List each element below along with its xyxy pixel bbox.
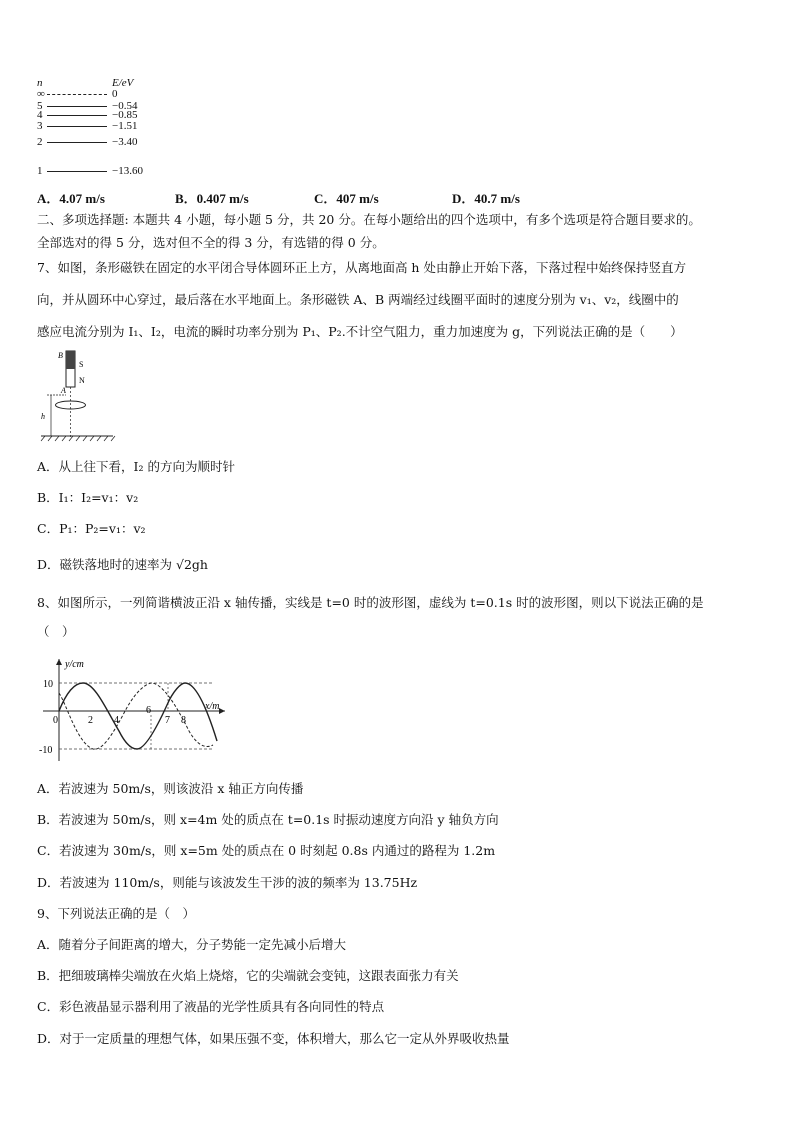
- section-heading-line1: 二、多项选择题: 本题共 4 小题，每小题 5 分，共 20 分。在每小题给出的四个选项中，有多个选项是符合题目要求的。: [37, 212, 701, 227]
- x-tick-4: 4: [114, 715, 119, 726]
- level-e-4: −0.85: [112, 109, 138, 121]
- x-tick-0: 0: [53, 715, 58, 726]
- q8-option-c[interactable]: C．若波速为 30m/s，则 x=5m 处的质点在 0 时刻起 0.8s 内通过的路程为 1.2m: [37, 843, 496, 858]
- q9-option-c[interactable]: C．彩色液晶显示器利用了液晶的光学性质具有各向同性的特点: [37, 999, 385, 1014]
- q7-option-a[interactable]: A．从上往下看，I₂ 的方向为顺时针: [37, 459, 235, 474]
- level-line-3: [47, 126, 107, 127]
- level-e-3: −1.51: [112, 120, 138, 132]
- magnet-n-label: N: [79, 376, 85, 385]
- x-tick-8: 8: [181, 715, 186, 726]
- q9-option-a[interactable]: A．随着分子间距离的增大，分子势能一定先减小后增大: [37, 937, 347, 952]
- q7-stem-line3: 感应电流分别为 I₁、I₂，电流的瞬时功率分别为 P₁、P₂.不计空气阻力，重力加速度为 g，下列说法正确的是（ ）: [37, 324, 683, 339]
- q7-option-b[interactable]: B．I₁：I₂=v₁：v₂: [37, 490, 139, 505]
- q9-option-b[interactable]: B．把细玻璃棒尖端放在火焰上烧熔，它的尖端就会变钝，这跟表面张力有关: [37, 968, 459, 983]
- level-line-inf: [47, 94, 107, 95]
- x-tick-7: 7: [165, 715, 170, 726]
- q9-stem: 9、下列说法正确的是（ ）: [37, 906, 195, 921]
- level-n-inf: ∞: [37, 88, 45, 100]
- level-line-5: [47, 106, 107, 107]
- x-axis-label: x/m: [205, 701, 220, 712]
- q7-stem-line2: 向，并从圆环中心穿过，最后落在水平地面上。条形磁铁 A、B 两端经过线圈平面时的速度分别为 v₁、v₂，线圈中的: [37, 292, 679, 307]
- q8-stem-line2: （ ）: [37, 624, 75, 639]
- q8-option-a[interactable]: A．若波速为 50m/s，则该波沿 x 轴正方向传播: [37, 781, 304, 796]
- y-axis-label: y/cm: [65, 659, 84, 670]
- dashed-waveform-t01: [59, 683, 213, 749]
- x-tick-6: 6: [146, 705, 151, 716]
- level-n-4: 4: [37, 109, 43, 121]
- q8-stem-line1: 8、如图所示，一列简谐横波正沿 x 轴传播，实线是 t=0 时的波形图，虚线为 t=0.1s 时的波形图，则以下说法正确的是: [37, 595, 704, 610]
- level-line-4: [47, 115, 107, 116]
- level-n-2: 2: [37, 136, 43, 148]
- ground-hatching: [41, 436, 115, 441]
- magnet-s-label: S: [79, 360, 84, 369]
- magnet-b-label: B: [58, 351, 63, 360]
- magnet-ring-figure: [37, 347, 117, 443]
- solid-waveform-t0: [59, 683, 220, 749]
- x-tick-2: 2: [88, 715, 93, 726]
- level-e-5: −0.54: [112, 100, 138, 112]
- level-line-1: [47, 171, 107, 172]
- level-n-3: 3: [37, 120, 43, 132]
- q8-option-b[interactable]: B．若波速为 50m/s，则 x=4m 处的质点在 t=0.1s 时振动速度方向沿 y 轴负方向: [37, 812, 499, 827]
- magnet-a-label: A: [61, 386, 66, 395]
- n-axis-label: n: [37, 77, 43, 89]
- q6-option-c[interactable]: C．407 m/s: [314, 191, 379, 206]
- q6-option-d[interactable]: D．40.7 m/s: [452, 191, 520, 206]
- y-axis-arrow: [56, 659, 62, 665]
- height-label: h: [41, 412, 45, 421]
- q7-option-d[interactable]: D．磁铁落地时的速率为 √2gh: [37, 557, 208, 572]
- level-e-inf: 0: [112, 88, 118, 100]
- q7-option-c[interactable]: C．P₁：P₂=v₁：v₂: [37, 521, 146, 536]
- level-e-2: −3.40: [112, 136, 138, 148]
- level-e-1: −13.60: [112, 165, 143, 177]
- section-heading-line2: 全部选对的得 5 分，选对但不全的得 3 分，有选错的得 0 分。: [37, 235, 385, 250]
- level-n-1: 1: [37, 165, 43, 177]
- q9-option-d[interactable]: D．对于一定质量的理想气体，如果压强不变，体积增大，那么它一定从外界吸收热量: [37, 1031, 510, 1046]
- level-line-2: [47, 142, 107, 143]
- magnet-s-end: [66, 351, 75, 369]
- level-n-5: 5: [37, 100, 43, 112]
- q6-option-a[interactable]: A．4.07 m/s: [37, 191, 105, 206]
- wave-graph: [37, 655, 229, 767]
- q6-option-b[interactable]: B．0.407 m/s: [175, 191, 249, 206]
- y-tick-neg10: -10: [39, 745, 53, 756]
- energy-axis-label: E/eV: [112, 77, 134, 89]
- x-axis-arrow: [219, 708, 225, 714]
- q7-stem-line1: 7、如图，条形磁铁在固定的水平闭合导体圆环正上方，从离地面高 h 处由静止开始下落，下落过程中始终保持竖直方: [37, 260, 686, 275]
- q8-option-d[interactable]: D．若波速为 110m/s，则能与该波发生干涉的波的频率为 13.75Hz: [37, 875, 418, 890]
- y-tick-10: 10: [43, 679, 53, 690]
